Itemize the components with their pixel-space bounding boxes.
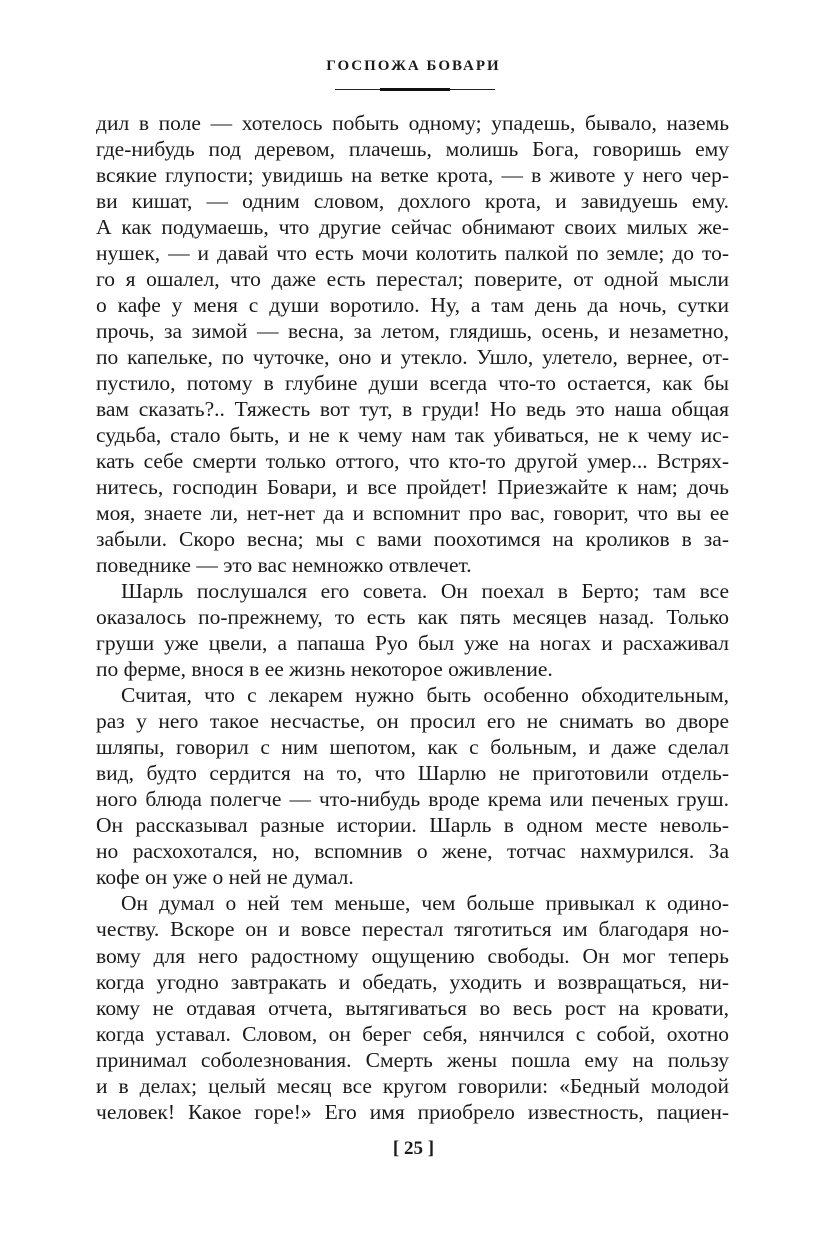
text-line: ного блюда полегче — что-нибудь вроде крема или печеных груш. bbox=[96, 787, 729, 812]
text-line: Он рассказывал разные истории. Шарль в одном месте неволь- bbox=[96, 813, 729, 838]
text-line: ви кишат, — одним словом, дохлого крота, и завидуешь ему. bbox=[96, 189, 729, 214]
text-line: моя, знаете ли, нет-нет да и вспомнит про вас, говорит, что вы ее bbox=[96, 501, 729, 526]
text-line: нушек, — и давай что есть мочи колотить палкой по земле; до то- bbox=[96, 241, 729, 266]
text-line: Считая, что с лекарем нужно быть особенно обходительным, bbox=[121, 683, 729, 708]
header-rule-accent bbox=[380, 88, 450, 91]
text-line: шляпы, говорил с ним шепотом, как с больным, и даже сделал bbox=[96, 735, 729, 760]
text-line: но расхохотался, но, вспомнив о жене, тотчас нахмурился. За bbox=[96, 839, 729, 864]
text-line: когда уставал. Словом, он берег себя, нянчился с собой, охотно bbox=[96, 1021, 729, 1046]
text-line: о кафе у меня с души воротило. Ну, а там день да ночь, сутки bbox=[96, 293, 729, 318]
text-line: вам сказать?.. Тяжесть вот тут, в груди! Но ведь это наша общая bbox=[96, 397, 729, 422]
text-line: вид, будто сердится на то, что Шарлю не приготовили отдель- bbox=[96, 761, 729, 786]
text-line: груши уже цвели, а папаша Руо был уже на ногах и расхаживал bbox=[96, 631, 729, 656]
running-title: ГОСПОЖА БОВАРИ bbox=[326, 58, 501, 74]
text-line: по ферме, внося в ее жизнь некоторое оживление. bbox=[96, 657, 553, 682]
page-number: [ 25 ] bbox=[392, 1138, 435, 1159]
text-line: человек! Какое горе!» Его имя приобрело известность, пациен- bbox=[96, 1099, 729, 1124]
text-line: кать себе смерти только оттого, что кто-то другой умер... Встрях- bbox=[96, 449, 729, 474]
text-line: судьба, стало быть, и не к чему нам так убиваться, не к чему ис- bbox=[96, 423, 729, 448]
text-line: А как подумаешь, что другие сейчас обнимают своих милых же- bbox=[96, 215, 729, 240]
text-line: Он думал о ней тем меньше, чем больше привыкал к одино- bbox=[121, 891, 729, 916]
text-line: поведнике — это вас немножко отвлечет. bbox=[96, 553, 472, 578]
text-line: и в делах; целый месяц все кругом говорили: «Бедный молодой bbox=[96, 1073, 729, 1098]
text-line: оказалось по-прежнему, то есть как пять месяцев назад. Только bbox=[96, 605, 729, 630]
text-line: кофе он уже о ней не думал. bbox=[96, 865, 354, 890]
text-line: принимал соболезнования. Смерть жены пошла ему на пользу bbox=[96, 1047, 729, 1072]
text-line: Шарль послушался его совета. Он поехал в Берто; там все bbox=[121, 579, 729, 604]
text-line: пустило, потому в глубине души всегда что-то остается, как бы bbox=[96, 371, 729, 396]
text-line: по капельке, по чуточке, оно и утекло. Ушло, улетело, вернее, от- bbox=[96, 345, 729, 370]
text-line: раз у него такое несчастье, он просил его не снимать во дворе bbox=[96, 709, 729, 734]
text-line: всякие глупости; увидишь на ветке крота, — в животе у него чер- bbox=[96, 163, 729, 188]
text-line: кому не отдавая отчета, вытягиваться во весь рост на кровати, bbox=[96, 995, 729, 1020]
text-line: когда угодно завтракать и обедать, уходить и возвращаться, ни- bbox=[96, 969, 729, 994]
text-line: нитесь, господин Бовари, и все пройдет! Приезжайте к нам; дочь bbox=[96, 475, 729, 500]
text-line: где-нибудь под деревом, плачешь, молишь Бога, говоришь ему bbox=[96, 137, 729, 162]
text-line: вому для него радостному ощущению свободы. Он мог теперь bbox=[96, 943, 729, 968]
body-text bbox=[96, 110, 729, 1125]
text-line: го я ошалел, что даже есть перестал; поверите, от одной мысли bbox=[96, 267, 729, 292]
text-line: дил в поле — хотелось побыть одному; упадешь, бывало, наземь bbox=[96, 111, 729, 135]
text-line: прочь, за зимой — весна, за летом, глядишь, осень, и незаметно, bbox=[96, 319, 729, 344]
text-line: забыли. Скоро весна; мы с вами поохотимся на кроликов в за- bbox=[96, 527, 729, 552]
text-line: честву. Вскоре он и вовсе перестал тяготиться им благодаря но- bbox=[96, 917, 729, 942]
